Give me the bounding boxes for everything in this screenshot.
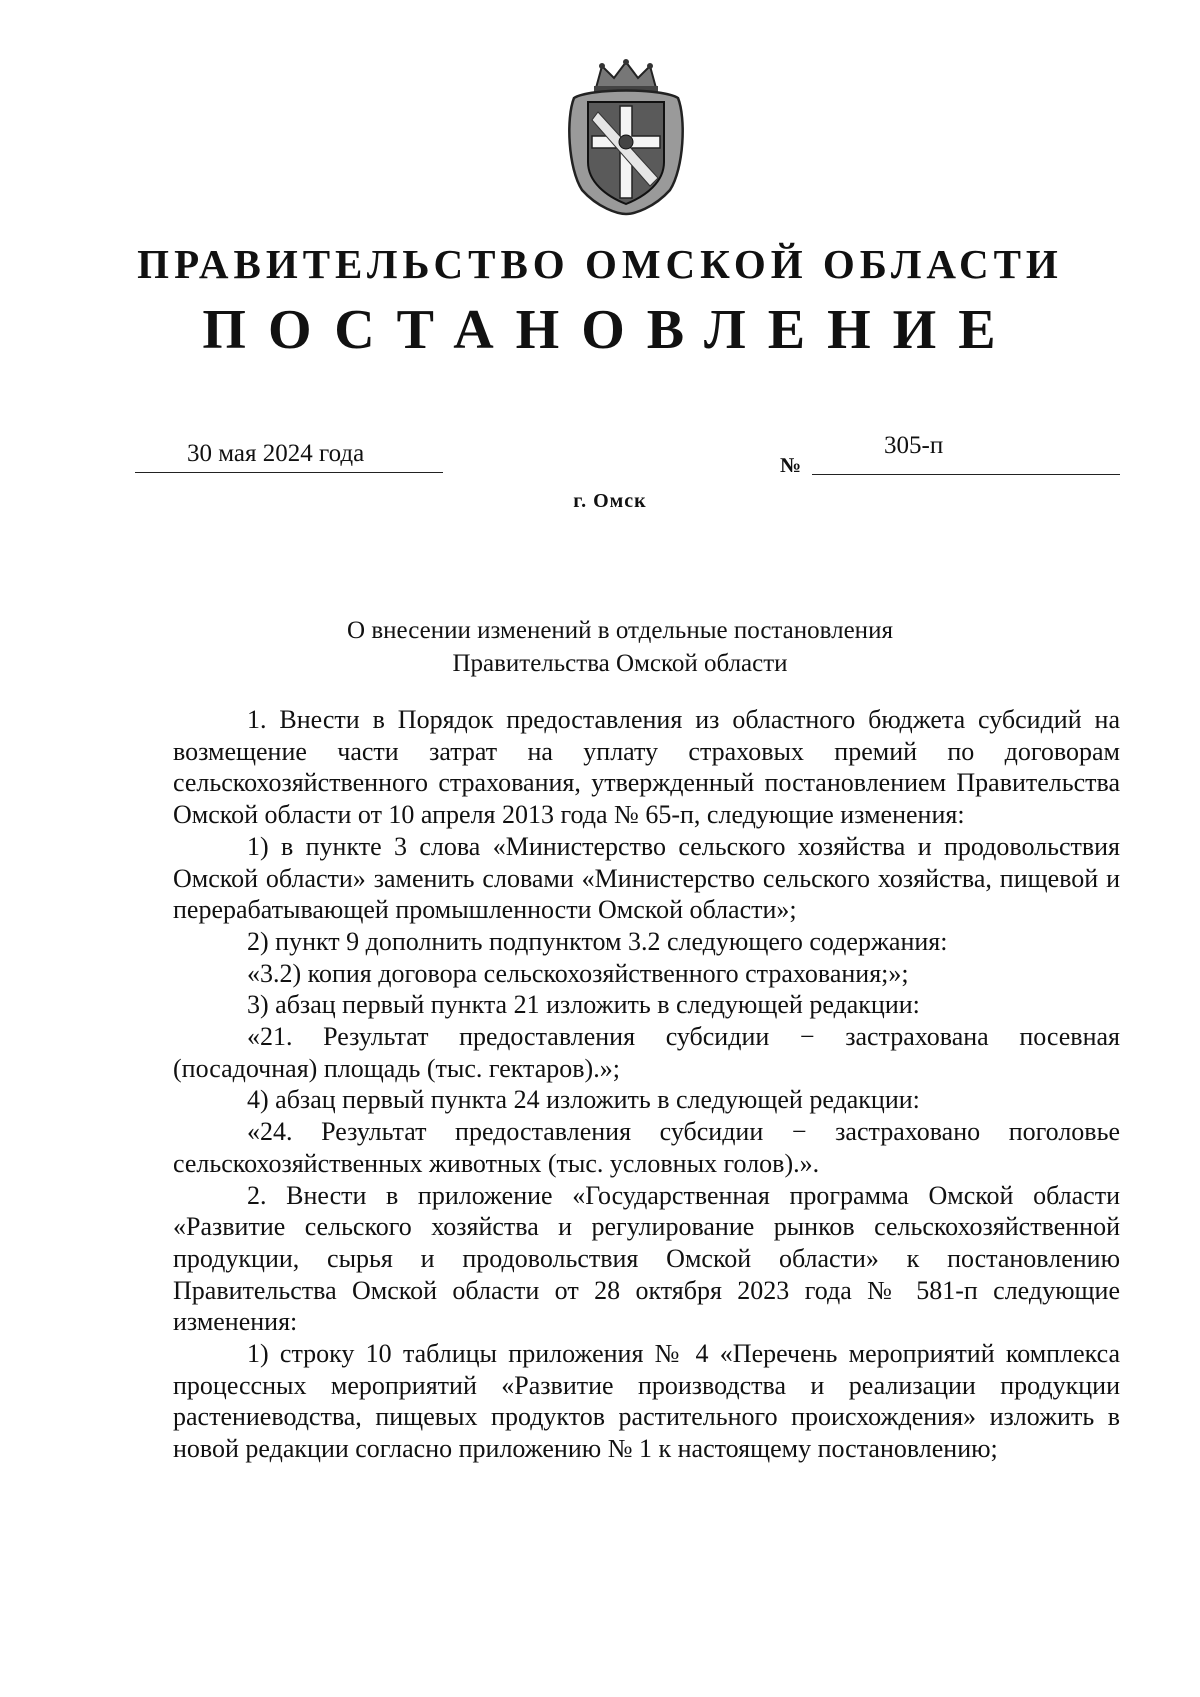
document-body [173,704,1120,1465]
subject-line-1: О внесении изменений в отдельные постановления [347,617,893,644]
document-subject [0,614,1200,680]
coat-of-arms-emblem [562,58,690,216]
document-number: 305-п [884,432,944,459]
number-sign: № [780,453,802,477]
paragraph: 3) абзац первый пункта 21 изложить в следующей редакции: [247,990,920,1020]
paragraph: 1. Внести в Порядок предоставления из областного бюджета субсидий на возмещение части затрат на уплату страховых премий по договорам сельскохозяйственного страхования, утвержденный постановлением Правительства Омской области от 10 апреля 2013 года № 65-п, следующие изменения: [173,705,1120,830]
paragraph: 4) абзац первый пункта 24 изложить в следующей редакции: [247,1085,920,1115]
paragraph: 2. Внести в приложение «Государственная программа Омской области «Развитие сельского хозяйства и регулирование рынков сельскохозяйственной продукции, сырья и продовольствия Омской области» к постановлению Правительства Омской области от 28 октября 2023 года № 581-п следующие изменения: [173,1180,1120,1337]
number-field [812,432,1120,475]
paragraph: 1) строку 10 таблицы приложения № 4 «Перечень мероприятий комплекса процессных мероприятий «Развитие производства и реализации продукции растениеводства, пищевых продуктов растительного происхождения» изложить в новой редакции согласно приложению № 1 к настоящему постановлению; [173,1339,1120,1464]
document-type: ПОСТАНОВЛЕНИЕ [202,299,1018,361]
subject-line-2: Правительства Омской области [452,650,788,677]
paragraph: «21. Результат предоставления субсидии − застрахована посевная (посадочная) площадь (тыс. гектаров).»; [173,1022,1120,1083]
document-date: 30 мая 2024 года [187,440,365,467]
paragraph: 2) пункт 9 дополнить подпунктом 3.2 следующего содержания: [247,926,948,956]
paragraph: «3.2) копия договора сельскохозяйственного страхования;»; [247,958,909,988]
city: г. Омск [573,490,647,512]
date-field [135,436,443,473]
organization-name: ПРАВИТЕЛЬСТВО ОМСКОЙ ОБЛАСТИ [137,241,1063,287]
paragraph: 1) в пункте 3 слова «Министерство сельского хозяйства и продовольствия Омской области» заменить словами «Министерство сельского хозяйства, пищевой и перерабатывающей промышленности Омской области»; [173,831,1120,925]
paragraph: «24. Результат предоставления субсидии − застраховано поголовье сельскохозяйственных животных (тыс. условных голов).». [173,1117,1120,1178]
